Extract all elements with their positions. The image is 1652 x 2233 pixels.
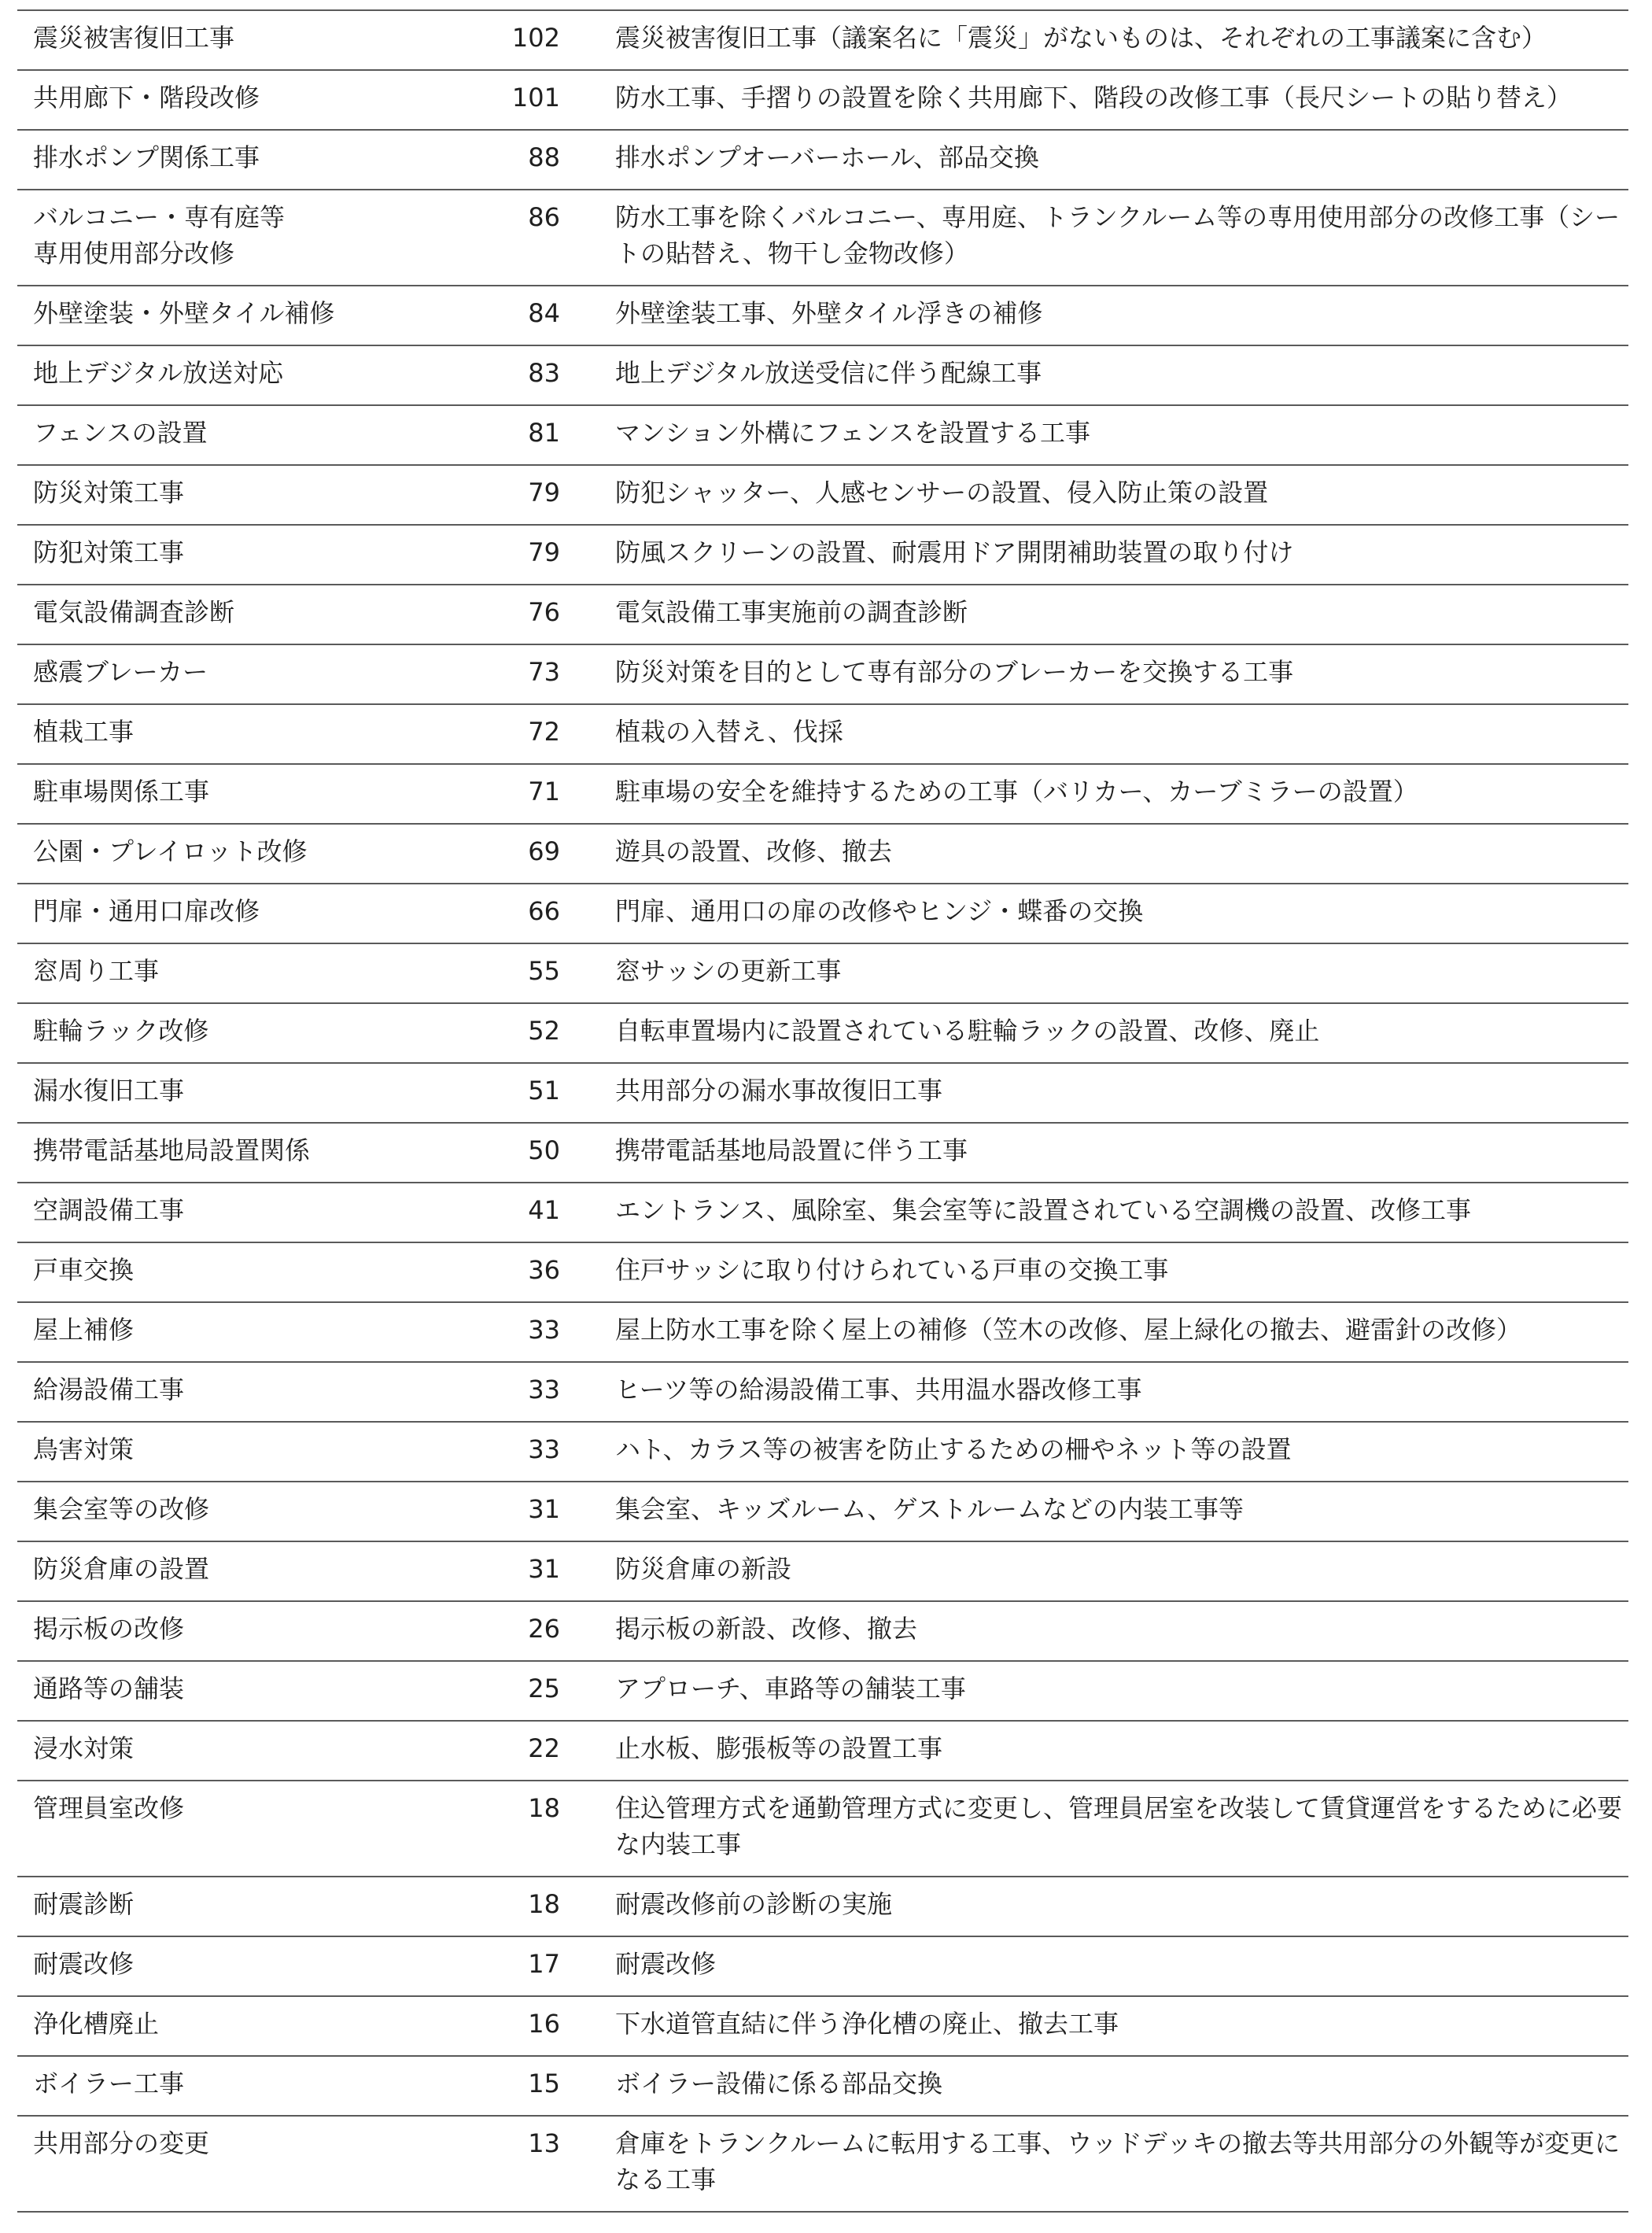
item-count-cell: 66 <box>528 896 560 926</box>
item-description-cell: 倉庫をトランクルームに転用する工事、ウッドデッキの撤去等共用部分の外観等が変更になる工事 <box>615 2128 1621 2194</box>
item-name-cell: ボイラー工事 <box>33 2069 185 2098</box>
item-count-cell: 31 <box>528 1554 560 1584</box>
table-row <box>17 2116 1628 2212</box>
item-count-cell: 102 <box>511 23 560 53</box>
item-name-cell: 門扉・通用口扉改修 <box>33 896 260 926</box>
item-description-cell: 地上デジタル放送受信に伴う配線工事 <box>615 358 1042 388</box>
item-count-cell: 17 <box>528 1949 560 1979</box>
table-row <box>17 2056 1628 2116</box>
item-description-cell: 電気設備工事実施前の調査診断 <box>615 597 968 627</box>
item-description-cell: 駐車場の安全を維持するための工事（バリカー、カーブミラーの設置） <box>615 777 1418 806</box>
table-row <box>17 1242 1628 1302</box>
item-count-cell: 18 <box>528 1889 560 1919</box>
item-description-cell: 下水道管直結に伴う浄化槽の廃止、撤去工事 <box>615 2009 1119 2039</box>
item-name-cell: 空調設備工事 <box>33 1195 185 1225</box>
item-description-cell: 防水工事を除くバルコニー、専用庭、トランクルーム等の専用使用部分の改修工事（シートの貼替え、物干し金物改修） <box>615 202 1621 268</box>
table-row <box>17 1362 1628 1422</box>
item-description-cell: 自転車置場内に設置されている駐輪ラックの設置、改修、廃止 <box>615 1016 1320 1046</box>
item-name-cell: 携帯電話基地局設置関係 <box>33 1135 311 1165</box>
item-count-cell: 71 <box>528 777 560 806</box>
item-name-cell: 共用廊下・階段改修 <box>33 83 260 113</box>
table-row <box>17 10 1628 70</box>
item-description-cell: 耐震改修 <box>615 1949 717 1979</box>
item-count-cell: 51 <box>528 1076 560 1105</box>
item-count-cell: 81 <box>528 418 560 448</box>
table-row <box>17 70 1628 130</box>
item-name-cell: 通路等の舗装 <box>33 1674 185 1703</box>
item-description-cell: 住込管理方式を通勤管理方式に変更し、管理員居室を改装して賃貸運営をするために必要な内装工事 <box>615 1793 1623 1859</box>
table-row <box>17 1123 1628 1183</box>
item-description-cell: 止水板、膨張板等の設置工事 <box>615 1733 943 1763</box>
item-description-cell: 住戸サッシに取り付けられている戸車の交換工事 <box>615 1255 1169 1285</box>
item-name-cell: 戸車交換 <box>33 1255 135 1285</box>
construction-items-table <box>17 9 1628 2213</box>
item-count-cell: 41 <box>528 1195 560 1225</box>
table-row <box>17 1063 1628 1123</box>
item-description-cell: マンション外構にフェンスを設置する工事 <box>615 418 1091 448</box>
item-name-cell: 鳥害対策 <box>33 1434 135 1464</box>
item-description-cell: ボイラー設備に係る部品交換 <box>615 2069 943 2098</box>
table-row <box>17 764 1628 824</box>
item-description-cell: 震災被害復旧工事（議案名に「震災」がないものは、それぞれの工事議案に含む） <box>615 23 1547 53</box>
table-row <box>17 286 1628 345</box>
item-count-cell: 33 <box>528 1434 560 1464</box>
item-count-cell: 83 <box>528 358 560 388</box>
construction-items-table-wrapper <box>17 9 1628 2213</box>
table-row <box>17 1541 1628 1601</box>
table-row <box>17 704 1628 764</box>
table-row <box>17 345 1628 405</box>
item-name-cell: 給湯設備工事 <box>33 1375 185 1404</box>
item-description-cell: 屋上防水工事を除く屋上の補修（笠木の改修、屋上緑化の撤去、避雷針の改修） <box>615 1315 1522 1345</box>
item-description-cell: 防犯シャッター、人感センサーの設置、侵入防止策の設置 <box>615 478 1269 507</box>
item-name-cell: 防犯対策工事 <box>33 537 185 567</box>
item-name-cell: 窓周り工事 <box>33 956 160 986</box>
item-name-cell: 防災倉庫の設置 <box>33 1554 210 1584</box>
table-row <box>17 130 1628 190</box>
item-description-cell: ヒーツ等の給湯設備工事、共用温水器改修工事 <box>615 1375 1142 1404</box>
item-name-cell: 掲示板の改修 <box>33 1614 185 1644</box>
item-description-cell: 植栽の入替え、伐採 <box>615 717 843 747</box>
item-name-cell: 駐輪ラック改修 <box>33 1016 209 1046</box>
item-name-cell: 感震ブレーカー <box>33 657 208 687</box>
item-description-cell: 耐震改修前の診断の実施 <box>615 1889 893 1919</box>
table-row <box>17 824 1628 884</box>
item-description-cell: 門扉、通用口の扉の改修やヒンジ・蝶番の交換 <box>615 896 1144 926</box>
item-description-cell: ハト、カラス等の被害を防止するための柵やネット等の設置 <box>615 1434 1292 1464</box>
item-description-cell: 掲示板の新設、改修、撤去 <box>615 1614 918 1644</box>
item-name-cell: 外壁塗装・外壁タイル補修 <box>33 298 335 328</box>
item-description-cell: 排水ポンプオーバーホール、部品交換 <box>615 142 1039 172</box>
item-name-cell: 漏水復旧工事 <box>33 1076 185 1105</box>
table-row <box>17 1302 1628 1362</box>
item-name-cell: 排水ポンプ関係工事 <box>33 142 260 172</box>
table-row <box>17 884 1628 943</box>
item-count-cell: 55 <box>528 956 560 986</box>
item-name-cell: バルコニー・専有庭等 専用使用部分改修 <box>33 202 286 268</box>
item-description-cell: アプローチ、車路等の舗装工事 <box>615 1674 966 1703</box>
item-count-cell: 33 <box>528 1315 560 1345</box>
item-name-cell: 浸水対策 <box>33 1733 135 1763</box>
table-row <box>17 1003 1628 1063</box>
item-description-cell: 共用部分の漏水事故復旧工事 <box>615 1076 943 1105</box>
item-description-cell: 防風スクリーンの設置、耐震用ドア開閉補助装置の取り付け <box>615 537 1294 567</box>
item-count-cell: 13 <box>528 2128 560 2158</box>
item-count-cell: 76 <box>528 597 560 627</box>
item-count-cell: 22 <box>528 1733 560 1763</box>
table-row <box>17 1877 1628 1936</box>
table-row <box>17 644 1628 704</box>
item-name-cell: 震災被害復旧工事 <box>33 23 235 53</box>
item-name-cell: 地上デジタル放送対応 <box>33 358 284 388</box>
item-count-cell: 84 <box>528 298 560 328</box>
item-name-cell: 耐震診断 <box>33 1889 135 1919</box>
item-name-cell: 植栽工事 <box>33 717 135 747</box>
item-name-cell: 集会室等の改修 <box>33 1494 210 1524</box>
item-name-cell: 浄化槽廃止 <box>33 2009 160 2039</box>
table-row <box>17 465 1628 525</box>
table-row <box>17 1936 1628 1996</box>
item-name-cell: 屋上補修 <box>33 1315 135 1345</box>
item-count-cell: 15 <box>528 2069 560 2098</box>
item-description-cell: 外壁塗装工事、外壁タイル浮きの補修 <box>615 298 1043 328</box>
item-count-cell: 88 <box>528 142 560 172</box>
item-description-cell: 窓サッシの更新工事 <box>615 956 842 986</box>
item-description-cell: 防水工事、手摺りの設置を除く共用廊下、階段の改修工事（長尺シートの貼り替え） <box>615 83 1573 113</box>
item-count-cell: 33 <box>528 1375 560 1404</box>
item-count-cell: 31 <box>528 1494 560 1524</box>
table-row <box>17 1422 1628 1482</box>
item-count-cell: 69 <box>528 836 560 866</box>
item-count-cell: 52 <box>528 1016 560 1046</box>
item-name-cell: 電気設備調査診断 <box>33 597 235 627</box>
item-description-cell: 集会室、キッズルーム、ゲストルームなどの内装工事等 <box>615 1494 1245 1524</box>
table-row <box>17 1482 1628 1541</box>
item-count-cell: 86 <box>528 202 560 232</box>
item-description-cell: 防災倉庫の新設 <box>615 1554 792 1584</box>
item-name-cell: フェンスの設置 <box>33 418 208 448</box>
table-row <box>17 1996 1628 2056</box>
item-name-cell: 駐車場関係工事 <box>33 777 210 806</box>
table-row <box>17 405 1628 465</box>
table-row <box>17 1601 1628 1661</box>
item-count-cell: 79 <box>528 478 560 507</box>
item-description-cell: 遊具の設置、改修、撤去 <box>615 836 893 866</box>
table-row <box>17 525 1628 585</box>
item-count-cell: 25 <box>528 1674 560 1703</box>
table-row <box>17 190 1628 286</box>
item-count-cell: 72 <box>528 717 560 747</box>
table-row <box>17 1781 1628 1877</box>
item-count-cell: 36 <box>528 1255 560 1285</box>
item-count-cell: 18 <box>528 1793 560 1823</box>
item-description-cell: 防災対策を目的として専有部分のブレーカーを交換する工事 <box>615 657 1294 687</box>
table-row <box>17 1183 1628 1242</box>
table-body <box>17 10 1628 2212</box>
item-name-cell: 耐震改修 <box>33 1949 135 1979</box>
table-row <box>17 585 1628 644</box>
item-count-cell: 73 <box>528 657 560 687</box>
item-name-cell: 管理員室改修 <box>33 1793 185 1823</box>
item-count-cell: 50 <box>528 1135 560 1165</box>
table-row <box>17 1721 1628 1781</box>
item-count-cell: 16 <box>528 2009 560 2039</box>
table-row <box>17 943 1628 1003</box>
item-name-cell: 公園・プレイロット改修 <box>33 836 308 866</box>
item-description-cell: 携帯電話基地局設置に伴う工事 <box>615 1135 968 1165</box>
table-row <box>17 1661 1628 1721</box>
item-description-cell: エントランス、風除室、集会室等に設置されている空調機の設置、改修工事 <box>615 1195 1472 1225</box>
item-count-cell: 101 <box>511 83 560 113</box>
item-name-cell: 共用部分の変更 <box>33 2128 210 2158</box>
item-count-cell: 79 <box>528 537 560 567</box>
item-name-cell: 防災対策工事 <box>33 478 185 507</box>
item-count-cell: 26 <box>528 1614 560 1644</box>
